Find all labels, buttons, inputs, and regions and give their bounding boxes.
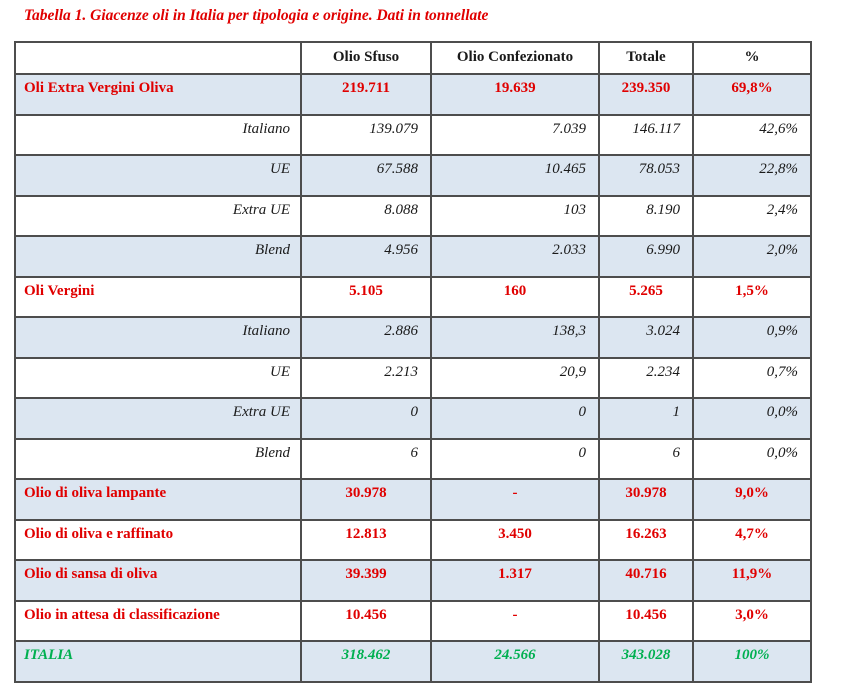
table-row [15,317,811,358]
cell-totale: 30.978 [599,479,693,520]
cell-olio-sfuso: 10.456 [301,601,431,642]
cell-olio-confezionato: 24.566 [431,641,599,682]
column-header-empty [15,42,301,74]
cell-olio-confezionato: 160 [431,277,599,318]
cell-percent: 0,7% [693,358,811,399]
cell-olio-sfuso: 318.462 [301,641,431,682]
column-header-totale: Totale [599,42,693,74]
cell-percent: 2,4% [693,196,811,237]
cell-totale: 40.716 [599,560,693,601]
cell-olio-sfuso: 139.079 [301,115,431,156]
cell-olio-sfuso: 67.588 [301,155,431,196]
cell-olio-sfuso: 2.886 [301,317,431,358]
column-header-percent: % [693,42,811,74]
cell-olio-confezionato: 0 [431,398,599,439]
cell-olio-sfuso: 12.813 [301,520,431,561]
table-body [15,74,811,682]
cell-olio-confezionato: 0 [431,439,599,480]
cell-percent: 22,8% [693,155,811,196]
giacenze-oli-table [14,41,812,683]
cell-olio-confezionato: 10.465 [431,155,599,196]
cell-olio-confezionato: 7.039 [431,115,599,156]
column-header-olio-sfuso: Olio Sfuso [301,42,431,74]
cell-olio-sfuso: 219.711 [301,74,431,115]
table-row [15,358,811,399]
row-label: UE [15,155,301,196]
row-label: Olio di sansa di oliva [15,560,301,601]
cell-totale: 10.456 [599,601,693,642]
row-label: UE [15,358,301,399]
cell-percent: 0,0% [693,439,811,480]
cell-olio-confezionato: 138,3 [431,317,599,358]
row-label: Olio di oliva lampante [15,479,301,520]
table-row [15,74,811,115]
cell-percent: 42,6% [693,115,811,156]
cell-olio-sfuso: 30.978 [301,479,431,520]
row-label: Oli Vergini [15,277,301,318]
cell-olio-confezionato: 2.033 [431,236,599,277]
cell-totale: 2.234 [599,358,693,399]
cell-totale: 146.117 [599,115,693,156]
cell-percent: 9,0% [693,479,811,520]
cell-olio-sfuso: 39.399 [301,560,431,601]
table-row [15,479,811,520]
cell-olio-sfuso: 0 [301,398,431,439]
row-label: Blend [15,439,301,480]
cell-totale: 3.024 [599,317,693,358]
cell-percent: 2,0% [693,236,811,277]
cell-olio-confezionato: 3.450 [431,520,599,561]
cell-totale: 8.190 [599,196,693,237]
cell-olio-confezionato: 103 [431,196,599,237]
cell-olio-sfuso: 6 [301,439,431,480]
cell-olio-confezionato: - [431,601,599,642]
cell-percent: 0,9% [693,317,811,358]
row-label: Extra UE [15,196,301,237]
row-label: Extra UE [15,398,301,439]
cell-olio-sfuso: 4.956 [301,236,431,277]
table-row [15,236,811,277]
cell-percent: 4,7% [693,520,811,561]
cell-olio-confezionato: 20,9 [431,358,599,399]
cell-totale: 78.053 [599,155,693,196]
cell-olio-sfuso: 8.088 [301,196,431,237]
row-label: ITALIA [15,641,301,682]
cell-percent: 69,8% [693,74,811,115]
cell-totale: 6.990 [599,236,693,277]
table-row [15,520,811,561]
cell-percent: 11,9% [693,560,811,601]
cell-totale: 16.263 [599,520,693,561]
table-row [15,277,811,318]
cell-olio-sfuso: 2.213 [301,358,431,399]
cell-percent: 3,0% [693,601,811,642]
cell-olio-confezionato: - [431,479,599,520]
cell-olio-sfuso: 5.105 [301,277,431,318]
cell-totale: 6 [599,439,693,480]
cell-totale: 1 [599,398,693,439]
table-row [15,155,811,196]
row-label: Oli Extra Vergini Oliva [15,74,301,115]
table-title: Tabella 1. Giacenze oli in Italia per tipologia e origine. Dati in tonnellate [24,7,489,24]
cell-olio-confezionato: 1.317 [431,560,599,601]
row-label: Olio di oliva e raffinato [15,520,301,561]
table-row [15,601,811,642]
table-row [15,560,811,601]
cell-totale: 5.265 [599,277,693,318]
row-label: Blend [15,236,301,277]
column-header-olio-confezionato: Olio Confezionato [431,42,599,74]
table-header-row [15,42,811,74]
table-row [15,439,811,480]
cell-olio-confezionato: 19.639 [431,74,599,115]
table-row [15,196,811,237]
cell-percent: 1,5% [693,277,811,318]
table-row [15,398,811,439]
cell-percent: 100% [693,641,811,682]
table-row [15,115,811,156]
row-label: Italiano [15,317,301,358]
row-label: Olio in attesa di classificazione [15,601,301,642]
cell-percent: 0,0% [693,398,811,439]
cell-totale: 239.350 [599,74,693,115]
cell-totale: 343.028 [599,641,693,682]
table-row [15,641,811,682]
row-label: Italiano [15,115,301,156]
